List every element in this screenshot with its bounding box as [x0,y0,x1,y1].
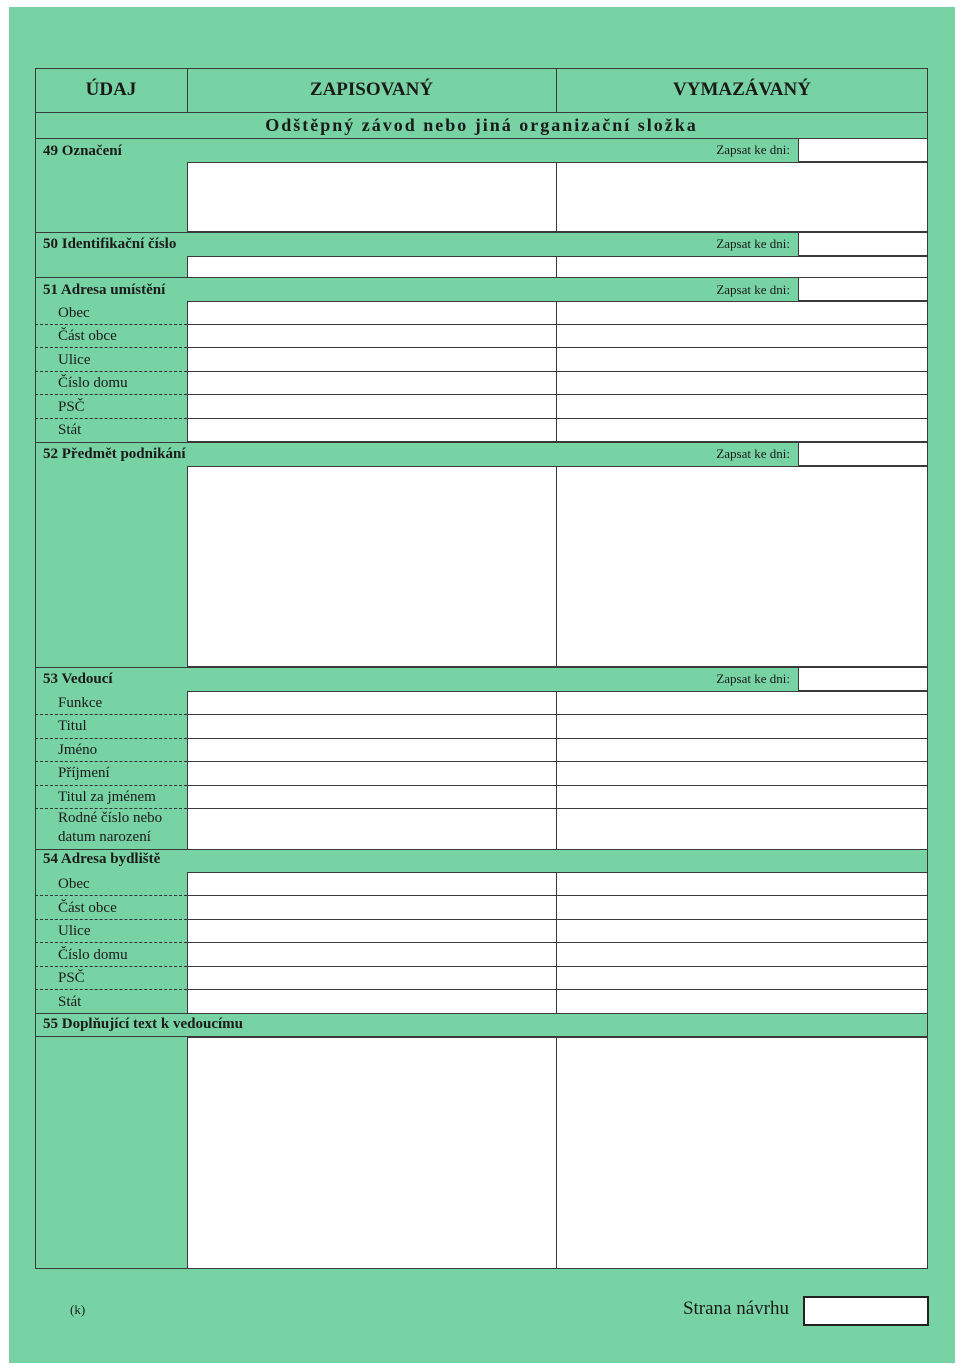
section-52-label: 52 Předmět podnikání [43,446,186,462]
s54-psc-label: PSČ [58,970,85,986]
s52-vymazavany-field[interactable] [556,466,928,667]
s54-cislo-domu-label: Číslo domu [58,947,128,963]
s53-jmeno-vym[interactable] [556,738,928,762]
zapsat-label-53: Zapsat ke dni: [716,671,790,686]
s51-cast-obce-label: Část obce [58,328,117,344]
s50-vymazavany-field[interactable] [556,256,928,278]
section-subtitle: Odštěpný závod nebo jiná organizační složka [265,115,698,135]
s51-cislo-domu-zap[interactable] [187,371,557,395]
s53-funkce-label: Funkce [58,695,103,711]
zapsat-date-50[interactable] [798,232,928,256]
s51-ulice-label: Ulice [58,352,91,368]
s54-cislo-domu-zap[interactable] [187,942,557,967]
s54-stat-label: Stát [58,994,82,1010]
s53-jmeno-label: Jméno [58,742,98,758]
s53-rodne-cislo-label-line2: datum narození [58,829,151,845]
s53-rodne-cislo-label-line1: Rodné číslo nebo [58,810,163,826]
section-53-label: 53 Vedoucí [43,671,113,687]
s50-zapisovany-field[interactable] [187,256,557,278]
s51-obec-label: Obec [58,305,90,321]
s51-cast-obce-vym[interactable] [556,324,928,348]
page-number-field[interactable] [803,1296,929,1326]
s51-stat-zap[interactable] [187,418,557,442]
s54-obec-zap[interactable] [187,872,557,896]
s51-cislo-domu-label: Číslo domu [58,375,128,391]
s53-rodne-cislo-zap[interactable] [187,808,557,850]
s54-obec-vym[interactable] [556,872,928,896]
s53-titul-za-jmenem-label: Titul za jménem [58,789,156,805]
s51-obec-zap[interactable] [187,301,557,325]
s53-titul-vym[interactable] [556,714,928,739]
s51-ulice-vym[interactable] [556,347,928,372]
section-51-label: 51 Adresa umístění [43,282,166,298]
s53-prijmeni-vym[interactable] [556,761,928,786]
header-vymazavany: VYMAZÁVANÝ [673,79,811,100]
s51-psc-label: PSČ [58,399,85,415]
s54-psc-zap[interactable] [187,966,557,990]
zapsat-date-51[interactable] [798,277,928,301]
section-54-label: 54 Adresa bydliště [43,851,161,867]
s53-jmeno-zap[interactable] [187,738,557,762]
s51-psc-vym[interactable] [556,394,928,419]
s54-ulice-label: Ulice [58,923,91,939]
page-number-label: Strana návrhu [682,1298,789,1319]
s49-vymazavany-field[interactable] [556,162,928,232]
s49-zapisovany-field[interactable] [187,162,557,232]
s53-prijmeni-zap[interactable] [187,761,557,786]
s53-funkce-zap[interactable] [187,691,557,715]
s54-cast-obce-vym[interactable] [556,895,928,920]
s54-cast-obce-label: Část obce [58,900,117,916]
s53-titul-za-jmenem-vym[interactable] [556,785,928,809]
s53-rodne-cislo-vym[interactable] [556,808,928,850]
zapsat-label-51: Zapsat ke dni: [716,282,790,297]
zapsat-label-52: Zapsat ke dni: [716,446,790,461]
s51-stat-label: Stát [58,422,82,438]
s53-titul-label: Titul [58,718,87,734]
zapsat-label-50: Zapsat ke dni: [716,236,790,251]
section-55-label: 55 Doplňující text k vedoucímu [43,1016,244,1032]
zapsat-date-52[interactable] [798,442,928,466]
s54-psc-vym[interactable] [556,966,928,990]
s54-cast-obce-zap[interactable] [187,895,557,920]
s55-vymazavany-field[interactable] [556,1037,928,1269]
s54-cislo-domu-vym[interactable] [556,942,928,967]
s53-funkce-vym[interactable] [556,691,928,715]
zapsat-date-53[interactable] [798,667,928,691]
s54-obec-label: Obec [58,876,90,892]
s54-ulice-vym[interactable] [556,919,928,943]
s52-zapisovany-field[interactable] [187,466,557,667]
s55-zapisovany-field[interactable] [187,1037,557,1269]
section-49-label: 49 Označení [43,143,122,159]
s54-ulice-zap[interactable] [187,919,557,943]
s54-stat-vym[interactable] [556,989,928,1014]
s51-cislo-domu-vym[interactable] [556,371,928,395]
s53-titul-za-jmenem-zap[interactable] [187,785,557,809]
s51-psc-zap[interactable] [187,394,557,419]
section-50-label: 50 Identifikační číslo [43,236,177,252]
form-page [9,7,955,1363]
s53-titul-zap[interactable] [187,714,557,739]
s51-cast-obce-zap[interactable] [187,324,557,348]
s51-stat-vym[interactable] [556,418,928,442]
header-udaj: ÚDAJ [85,79,137,100]
s51-ulice-zap[interactable] [187,347,557,372]
s51-obec-vym[interactable] [556,301,928,325]
s54-stat-zap[interactable] [187,989,557,1014]
zapsat-date-49[interactable] [798,138,928,162]
form-code: (k) [70,1302,86,1317]
s53-prijmeni-label: Příjmení [58,765,110,781]
header-zapisovany: ZAPISOVANÝ [309,79,434,100]
zapsat-label-49: Zapsat ke dni: [716,142,790,157]
